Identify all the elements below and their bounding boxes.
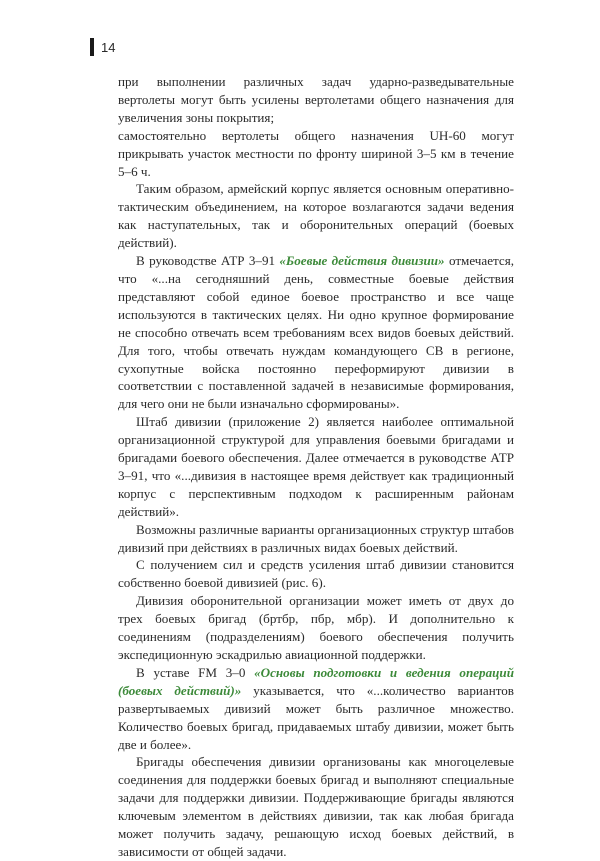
paragraph: Штаб дивизии (приложение 2) является наиболее оптимальной организационной структурой для управления боевыми бригадами и бригадами боевого обеспечения. Далее отмечается в руководстве АТР 3–91, что «...дивизия в настоящее время действует как традиционный корпус с перспективным подходом к расширенным районам действий».: [118, 414, 514, 519]
body-text: [118, 73, 514, 861]
paragraph: при выполнении различных задач ударно-разведывательные вертолеты могут быть усилены вертолетами общего назначения для увеличения зоны покрытия;: [118, 74, 514, 125]
page-number: 14: [101, 39, 116, 55]
page-header: [90, 38, 115, 56]
paragraph: [118, 252, 514, 413]
paragraph: Возможны различные варианты организационных структур штабов дивизий при действиях в различных видах боевых действий.: [118, 521, 514, 555]
paragraph-text: отмечается, что «...на сегодняшний день, совместные боевые действия представляют собой единое боевое пространство и все чаще используются в тактических целях. Ни одно крупное формирование не способно отвечать всем требованиям всех видов боевых действий. Для того, чтобы отвечать нуждам командующего СВ в регионе, сухопутные войска постоянно переформируют дивизии в соответствии с поставленной задачей в независимые формирования, для чего они не были изначально сформированы».: [118, 253, 515, 412]
document-title-highlight: «Боевые действия дивизии»: [279, 253, 445, 269]
paragraph: [118, 664, 514, 754]
paragraph: Таким образом, армейский корпус является основным оперативно-тактическим объединением, на которое возлагаются задачи ведения как наступательных, так и оборонительных операций (боевых действий).: [118, 181, 514, 251]
paragraph: Дивизия оборонительной организации может иметь от двух до трех боевых бригад (бртбр, пбр, мбр). И дополнительно к соединениям (подразделениям) боевого обеспечения получить экспедиционную эскадрилью авиационной поддержки.: [118, 593, 514, 662]
paragraph-text: указывается, что «...количество вариантов развертываемых дивизий может быть различное множество. Количество боевых бригад, придаваемых штабу дивизии, может быть две и более».: [118, 682, 514, 752]
paragraph: С получением сил и средств усиления штаб дивизии становится собственно боевой дивизией (рис. 6).: [118, 557, 514, 591]
paragraph-text: В руководстве АТР 3–91: [136, 253, 280, 269]
document-title-highlight: «Основы подготовки и ведения операций (боевых действий)»: [118, 664, 514, 698]
paragraph: Бригады обеспечения дивизии организованы как многоцелевые соединения для поддержки боевых бригад и выполняют специальные задачи для поддержки дивизии. Поддерживающие бригады являются ключевым элементом в действиях дивизии, так как любая бригада может получить задачу, решающую исход боевых действий, в зависимости от общей задачи.: [118, 754, 514, 859]
paragraph-text: В уставе FM 3–0: [136, 664, 255, 680]
header-bar-decoration: [90, 38, 94, 56]
paragraph: самостоятельно вертолеты общего назначения UH-60 могут прикрывать участок местности по фронту шириной 3–5 км в течение 5–6 ч.: [118, 127, 514, 179]
